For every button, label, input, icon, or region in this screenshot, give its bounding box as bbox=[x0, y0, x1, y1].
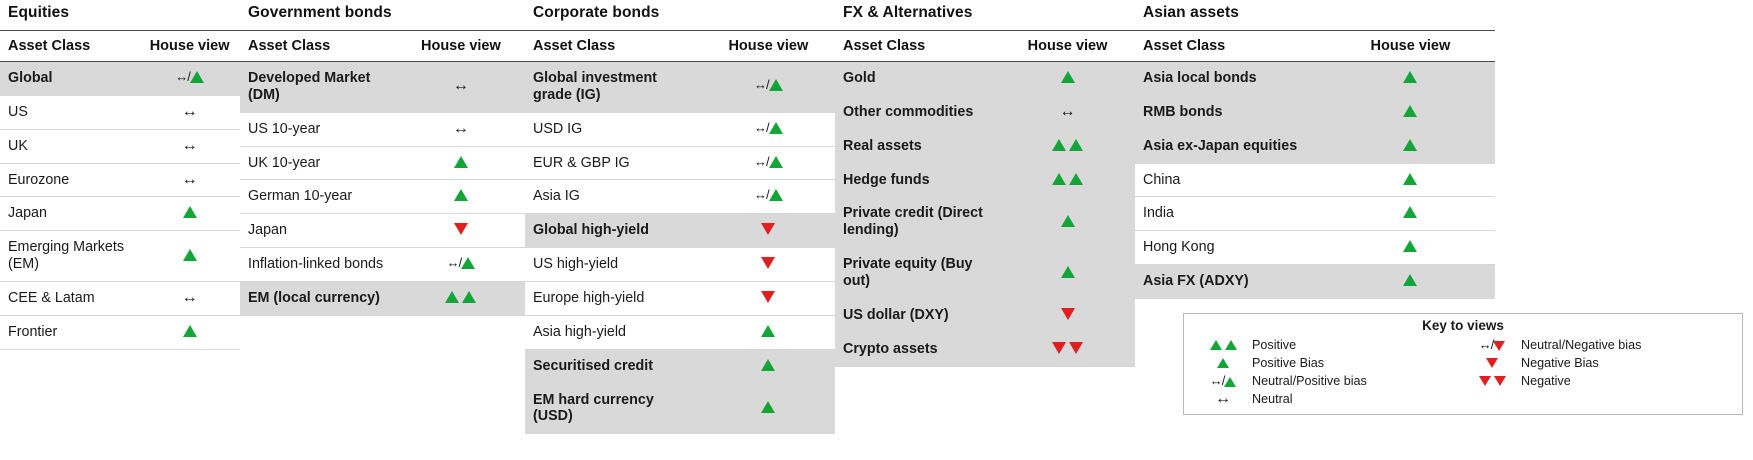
key-item bbox=[1463, 354, 1732, 372]
row-view bbox=[1000, 332, 1135, 366]
row-label: Private credit (Direct lending) bbox=[835, 197, 1000, 248]
row-view bbox=[397, 248, 525, 282]
neutral-slash-icon: ↔/ bbox=[175, 69, 190, 84]
row-label: Asia IG bbox=[525, 180, 702, 214]
table-row bbox=[1135, 265, 1495, 299]
up-arrow-icon bbox=[461, 257, 475, 269]
row-label: RMB bonds bbox=[1135, 95, 1326, 129]
row-label: EM hard currency (USD) bbox=[525, 383, 702, 434]
row-label: Gold bbox=[835, 62, 1000, 96]
row-view bbox=[397, 180, 525, 214]
neutral-slash-icon: ↔/ bbox=[754, 187, 769, 203]
row-view bbox=[702, 248, 835, 282]
key-symbol bbox=[1194, 356, 1252, 370]
table-row bbox=[240, 112, 525, 146]
column-title: FX & Alternatives bbox=[843, 4, 973, 21]
up-arrow-icon bbox=[183, 325, 197, 337]
row-view bbox=[702, 383, 835, 434]
column-asian-assets bbox=[1135, 4, 1495, 299]
table-header-row bbox=[1135, 31, 1495, 62]
key-symbol bbox=[1463, 338, 1521, 353]
column-equities bbox=[0, 4, 240, 350]
neutral-slash-icon: ↔/ bbox=[754, 119, 769, 135]
row-view bbox=[1000, 248, 1135, 299]
table-row bbox=[525, 112, 835, 146]
left-right-arrow-icon: ↔ bbox=[181, 136, 198, 154]
up-arrow-icon bbox=[190, 71, 204, 83]
down-arrow-icon bbox=[1486, 358, 1498, 368]
table-row bbox=[0, 129, 240, 163]
table-row bbox=[1135, 129, 1495, 163]
row-label: USD IG bbox=[525, 112, 702, 146]
row-label: Emerging Markets (EM) bbox=[0, 231, 139, 282]
table-row bbox=[525, 180, 835, 214]
row-label: Frontier bbox=[0, 315, 139, 349]
up-arrow-icon bbox=[1403, 71, 1417, 83]
left-right-arrow-icon: ↔ bbox=[1215, 390, 1231, 407]
table-row bbox=[1135, 197, 1495, 231]
key-to-views bbox=[1183, 313, 1743, 415]
table-row bbox=[525, 282, 835, 316]
row-view bbox=[139, 129, 240, 163]
up-arrow-icon bbox=[454, 189, 468, 201]
column-government-bonds bbox=[240, 4, 525, 316]
table-row bbox=[240, 180, 525, 214]
key-grid bbox=[1194, 336, 1732, 408]
up-arrow-icon bbox=[761, 359, 775, 371]
row-label: Other commodities bbox=[835, 95, 1000, 129]
row-label: German 10-year bbox=[240, 180, 397, 214]
row-label: US dollar (DXY) bbox=[835, 298, 1000, 332]
row-label: Securitised credit bbox=[525, 349, 702, 383]
table-row bbox=[240, 62, 525, 113]
up-arrow-icon bbox=[769, 122, 783, 134]
down-arrow-icon bbox=[1061, 308, 1075, 320]
key-symbol bbox=[1194, 391, 1252, 407]
left-right-arrow-icon: ↔ bbox=[181, 102, 198, 120]
down-arrow-icon bbox=[454, 223, 468, 235]
key-label: Negative bbox=[1521, 374, 1571, 388]
left-right-arrow-icon: ↔ bbox=[452, 119, 469, 137]
row-view bbox=[702, 62, 835, 113]
row-label: Global bbox=[0, 62, 139, 96]
key-item bbox=[1194, 354, 1463, 372]
row-view bbox=[702, 315, 835, 349]
table-row bbox=[1135, 163, 1495, 197]
down-arrow-icon bbox=[1494, 376, 1506, 386]
row-label: Hedge funds bbox=[835, 163, 1000, 197]
asset-table bbox=[0, 31, 240, 350]
header-asset-class: Asset Class bbox=[248, 38, 331, 54]
down-arrow-icon bbox=[761, 223, 775, 235]
column-title: Asian assets bbox=[1143, 4, 1239, 21]
key-symbol bbox=[1194, 374, 1252, 389]
neutral-slash-icon: ↔/ bbox=[1209, 372, 1225, 388]
up-arrow-icon bbox=[1403, 105, 1417, 117]
column-corporate-bonds bbox=[525, 4, 835, 434]
neutral-slash-icon: ↔/ bbox=[754, 153, 769, 169]
up-arrow-icon bbox=[1061, 215, 1075, 227]
header-asset-class: Asset Class bbox=[843, 38, 926, 54]
table-row bbox=[525, 349, 835, 383]
table-row bbox=[835, 95, 1135, 129]
down-arrow-icon bbox=[1479, 376, 1491, 386]
header-asset-class: Asset Class bbox=[1143, 38, 1226, 54]
key-label: Neutral bbox=[1252, 392, 1293, 406]
table-row bbox=[835, 129, 1135, 163]
row-view bbox=[1326, 62, 1495, 96]
key-label: Positive Bias bbox=[1252, 356, 1325, 370]
up-arrow-icon bbox=[1403, 274, 1417, 286]
row-label: Asia high-yield bbox=[525, 315, 702, 349]
row-view bbox=[397, 214, 525, 248]
up-arrow-icon bbox=[761, 401, 775, 413]
column-title: Equities bbox=[8, 4, 70, 21]
table-row bbox=[835, 298, 1135, 332]
table-header-row bbox=[240, 31, 525, 62]
row-view bbox=[1326, 231, 1495, 265]
row-view bbox=[1000, 163, 1135, 197]
key-label: Positive bbox=[1252, 338, 1297, 352]
table-row bbox=[240, 282, 525, 316]
row-view bbox=[1326, 163, 1495, 197]
row-view bbox=[397, 112, 525, 146]
row-label: UK 10-year bbox=[240, 146, 397, 180]
row-label: Developed Market (DM) bbox=[240, 62, 397, 113]
up-arrow-icon bbox=[1061, 266, 1075, 278]
row-view bbox=[139, 95, 240, 129]
table-row bbox=[0, 231, 240, 282]
up-arrow-icon bbox=[1403, 173, 1417, 185]
neutral-slash-icon: ↔/ bbox=[1478, 336, 1494, 352]
row-label: Asia local bonds bbox=[1135, 62, 1326, 96]
row-label: Real assets bbox=[835, 129, 1000, 163]
up-arrow-icon bbox=[1403, 139, 1417, 151]
key-symbol bbox=[1463, 356, 1521, 370]
up-arrow-icon bbox=[183, 206, 197, 218]
row-view bbox=[702, 214, 835, 248]
up-arrow-icon bbox=[1225, 340, 1237, 350]
table-body bbox=[0, 62, 240, 350]
row-label: Japan bbox=[0, 197, 139, 231]
up-arrow-icon bbox=[1061, 71, 1075, 83]
header-asset-class: Asset Class bbox=[533, 38, 616, 54]
key-label: Neutral/Positive bias bbox=[1252, 374, 1367, 388]
table-row bbox=[525, 214, 835, 248]
table-row bbox=[525, 248, 835, 282]
key-item bbox=[1463, 336, 1732, 354]
up-arrow-icon bbox=[1403, 240, 1417, 252]
key-item bbox=[1194, 390, 1463, 408]
table-row bbox=[240, 146, 525, 180]
row-view bbox=[1000, 95, 1135, 129]
table-row bbox=[835, 197, 1135, 248]
row-label: CEE & Latam bbox=[0, 282, 139, 316]
row-view bbox=[702, 146, 835, 180]
up-arrow-icon bbox=[1210, 340, 1222, 350]
table-row bbox=[525, 383, 835, 434]
row-label: UK bbox=[0, 129, 139, 163]
down-arrow-icon bbox=[761, 257, 775, 269]
column-fx-alternatives bbox=[835, 4, 1135, 367]
table-header-row bbox=[525, 31, 835, 62]
row-label: Crypto assets bbox=[835, 332, 1000, 366]
left-right-arrow-icon: ↔ bbox=[1059, 102, 1076, 120]
key-item bbox=[1463, 372, 1732, 390]
up-arrow-icon bbox=[1217, 358, 1229, 368]
table-row bbox=[0, 197, 240, 231]
up-arrow-icon bbox=[1052, 139, 1066, 151]
table-row bbox=[0, 315, 240, 349]
row-label: US bbox=[0, 95, 139, 129]
table-row bbox=[240, 248, 525, 282]
up-arrow-icon bbox=[1069, 139, 1083, 151]
row-view bbox=[702, 282, 835, 316]
row-label: India bbox=[1135, 197, 1326, 231]
column-title: Government bonds bbox=[248, 4, 392, 21]
down-arrow-icon bbox=[1493, 341, 1505, 351]
asset-table bbox=[1135, 31, 1495, 299]
up-arrow-icon bbox=[1052, 173, 1066, 185]
header-asset-class: Asset Class bbox=[8, 38, 91, 54]
row-label: China bbox=[1135, 163, 1326, 197]
table-header-row bbox=[835, 31, 1135, 62]
row-label: Eurozone bbox=[0, 163, 139, 197]
asset-table bbox=[525, 31, 835, 434]
key-item bbox=[1194, 372, 1463, 390]
key-label: Neutral/Negative bias bbox=[1521, 338, 1642, 352]
asset-table bbox=[240, 31, 525, 316]
up-arrow-icon bbox=[769, 156, 783, 168]
row-view bbox=[1000, 62, 1135, 96]
row-label: Inflation-linked bonds bbox=[240, 248, 397, 282]
table-row bbox=[835, 163, 1135, 197]
table-header-row bbox=[0, 31, 240, 62]
key-symbol bbox=[1463, 374, 1521, 388]
row-label: Europe high-yield bbox=[525, 282, 702, 316]
row-view bbox=[139, 197, 240, 231]
row-view bbox=[139, 163, 240, 197]
up-arrow-icon bbox=[769, 79, 783, 91]
table-row bbox=[0, 62, 240, 96]
row-view bbox=[139, 62, 240, 96]
row-view bbox=[397, 146, 525, 180]
asset-table bbox=[835, 31, 1135, 367]
up-arrow-icon bbox=[445, 291, 459, 303]
down-arrow-icon bbox=[1052, 342, 1066, 354]
table-row bbox=[525, 146, 835, 180]
table-body bbox=[525, 62, 835, 434]
up-arrow-icon bbox=[454, 156, 468, 168]
table-row bbox=[0, 163, 240, 197]
left-right-arrow-icon: ↔ bbox=[181, 170, 198, 188]
table-row bbox=[835, 248, 1135, 299]
row-label: US high-yield bbox=[525, 248, 702, 282]
down-arrow-icon bbox=[1069, 342, 1083, 354]
key-column-right bbox=[1463, 336, 1732, 408]
up-arrow-icon bbox=[462, 291, 476, 303]
table-body bbox=[1135, 62, 1495, 299]
table-row bbox=[1135, 62, 1495, 96]
key-column-left bbox=[1194, 336, 1463, 408]
header-house-view: House view bbox=[1027, 38, 1108, 54]
key-label: Negative Bias bbox=[1521, 356, 1599, 370]
row-view bbox=[1326, 197, 1495, 231]
up-arrow-icon bbox=[1224, 377, 1236, 387]
key-title: Key to views bbox=[1422, 318, 1504, 333]
row-label: Asia FX (ADXY) bbox=[1135, 265, 1326, 299]
down-arrow-icon bbox=[761, 291, 775, 303]
table-body bbox=[240, 62, 525, 316]
row-label: Global high-yield bbox=[525, 214, 702, 248]
column-title: Corporate bonds bbox=[533, 4, 660, 21]
neutral-slash-icon: ↔/ bbox=[446, 255, 462, 271]
row-view bbox=[702, 112, 835, 146]
row-view bbox=[397, 62, 525, 113]
row-view bbox=[1326, 129, 1495, 163]
table-row bbox=[1135, 95, 1495, 129]
row-label: Hong Kong bbox=[1135, 231, 1326, 265]
row-view bbox=[397, 282, 525, 316]
row-label: Private equity (Buy out) bbox=[835, 248, 1000, 299]
table-row bbox=[835, 62, 1135, 96]
row-view bbox=[702, 349, 835, 383]
table-row bbox=[240, 214, 525, 248]
table-row bbox=[835, 332, 1135, 366]
table-row bbox=[0, 95, 240, 129]
row-view bbox=[139, 315, 240, 349]
key-symbol bbox=[1194, 338, 1252, 352]
left-right-arrow-icon: ↔ bbox=[181, 289, 198, 307]
row-view bbox=[1326, 265, 1495, 299]
up-arrow-icon bbox=[1403, 206, 1417, 218]
header-house-view: House view bbox=[1370, 38, 1451, 54]
row-label: US 10-year bbox=[240, 112, 397, 146]
row-view bbox=[1000, 197, 1135, 248]
up-arrow-icon bbox=[761, 325, 775, 337]
up-arrow-icon bbox=[769, 189, 783, 201]
header-house-view: House view bbox=[420, 38, 501, 54]
row-view bbox=[702, 180, 835, 214]
table-row bbox=[1135, 231, 1495, 265]
table-body bbox=[835, 62, 1135, 367]
row-view bbox=[1000, 129, 1135, 163]
table-row bbox=[525, 62, 835, 113]
row-view bbox=[1000, 298, 1135, 332]
table-row bbox=[525, 315, 835, 349]
up-arrow-icon bbox=[183, 249, 197, 261]
row-view bbox=[139, 231, 240, 282]
left-right-arrow-icon: ↔ bbox=[452, 77, 469, 95]
row-label: EM (local currency) bbox=[240, 282, 397, 316]
key-item bbox=[1194, 336, 1463, 354]
row-label: Asia ex-Japan equities bbox=[1135, 129, 1326, 163]
row-label: Japan bbox=[240, 214, 397, 248]
row-view bbox=[1326, 95, 1495, 129]
up-arrow-icon bbox=[1069, 173, 1083, 185]
table-row bbox=[0, 282, 240, 316]
header-house-view: House view bbox=[149, 38, 230, 54]
header-house-view: House view bbox=[728, 38, 809, 54]
row-label: Global investment grade (IG) bbox=[525, 62, 702, 113]
neutral-slash-icon: ↔/ bbox=[754, 77, 769, 93]
row-label: EUR & GBP IG bbox=[525, 146, 702, 180]
row-view bbox=[139, 282, 240, 316]
